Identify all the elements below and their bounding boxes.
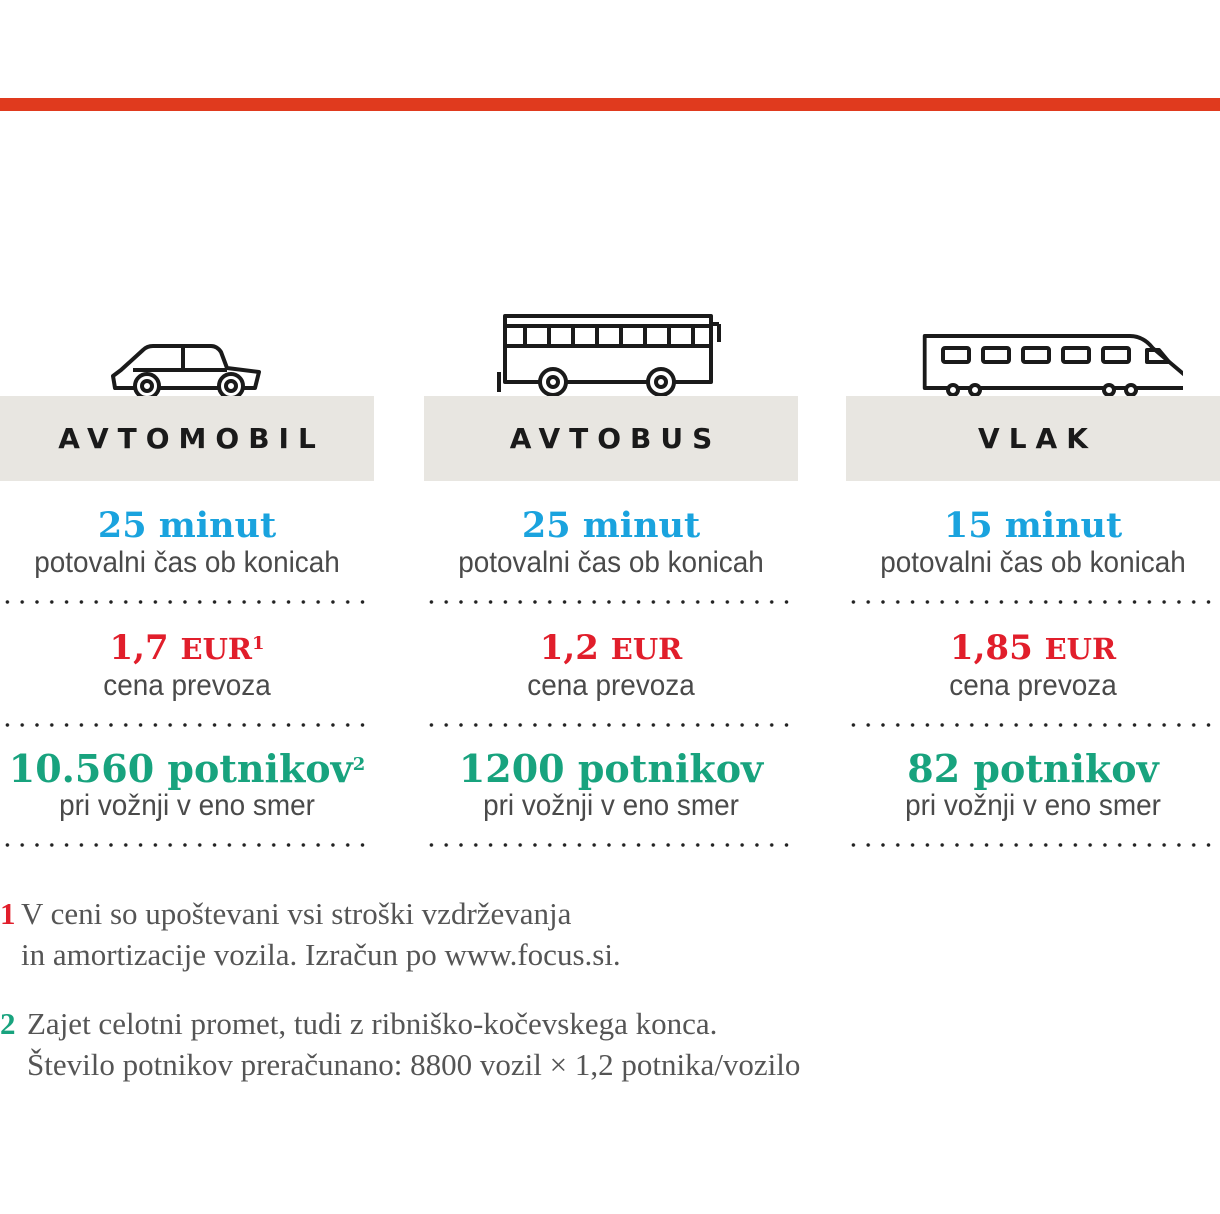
- price-value: 1,2: [539, 628, 599, 668]
- travel-time: [424, 506, 798, 580]
- passengers: [846, 746, 1220, 823]
- price-caption: cena prevoza: [949, 669, 1117, 702]
- price-currency: EUR: [180, 632, 252, 666]
- price-footnote-marker: 1: [251, 633, 265, 654]
- price-value-line: [846, 628, 1220, 669]
- passengers: [0, 746, 374, 823]
- column-vlak: [846, 300, 1220, 847]
- travel-time-value: 15 minut: [943, 505, 1123, 546]
- price-caption: cena prevoza: [527, 669, 695, 702]
- footnote-1: [0, 893, 1200, 975]
- dotted-divider: [0, 723, 374, 727]
- car-icon: [107, 332, 267, 396]
- travel-time: [846, 506, 1220, 580]
- travel-time-value: 25 minut: [97, 505, 277, 546]
- dotted-divider: [846, 723, 1220, 727]
- passengers-value-line: [0, 746, 374, 791]
- passengers-footnote-marker: 2: [352, 754, 366, 775]
- passengers: [424, 746, 798, 823]
- passengers-caption: pri vožnji v eno smer: [59, 789, 315, 822]
- price-value: 1,85: [949, 628, 1033, 668]
- travel-time-caption: potovalni čas ob konicah: [458, 546, 764, 579]
- passengers-value-line: [424, 746, 798, 791]
- footnote-line: V ceni so upoštevani vsi stroški vzdrževanja: [21, 896, 572, 931]
- price: [846, 628, 1220, 703]
- price-currency: EUR: [1044, 632, 1117, 666]
- footnote-2: [0, 1003, 1200, 1085]
- passengers-caption: pri vožnji v eno smer: [905, 789, 1161, 822]
- price-value-line: [424, 628, 798, 669]
- vehicle-label: AVTOBUS: [424, 396, 798, 481]
- footnote-line: Zajet celotni promet, tudi z ribniško-kočevskega konca.: [27, 1006, 718, 1041]
- passengers-value: 10.560 potnikov: [8, 746, 353, 791]
- column-avtomobil: [0, 300, 374, 847]
- vehicle-label: AVTOMOBIL: [0, 396, 374, 481]
- footnote-number: 1: [0, 896, 16, 931]
- train-icon: [883, 328, 1183, 396]
- passengers-caption: pri vožnji v eno smer: [483, 789, 739, 822]
- bus-icon-wrap: [424, 300, 798, 396]
- travel-time-caption: potovalni čas ob konicah: [880, 546, 1186, 579]
- dotted-divider: [846, 843, 1220, 847]
- travel-time: [0, 506, 374, 580]
- passengers-value-line: [846, 746, 1220, 791]
- train-icon-wrap: [846, 300, 1220, 396]
- top-accent-bar: [0, 98, 1220, 111]
- vehicle-label: VLAK: [846, 396, 1220, 481]
- dotted-divider: [424, 843, 798, 847]
- footnote-line: Število potnikov preračunano: 8800 vozil × 1,2 potnika/vozilo: [27, 1047, 801, 1082]
- dotted-divider: [424, 723, 798, 727]
- price: [424, 628, 798, 703]
- footnote-line: in amortizacije vozila. Izračun po www.focus.si.: [21, 937, 621, 972]
- passengers-value: 1200 potnikov: [458, 746, 764, 791]
- price-value-line: [0, 628, 374, 669]
- dotted-divider: [846, 600, 1220, 604]
- bus-icon: [497, 312, 725, 396]
- footnote-number: 2: [0, 1006, 16, 1041]
- column-avtobus: [424, 300, 798, 847]
- price: [0, 628, 374, 703]
- dotted-divider: [424, 600, 798, 604]
- passengers-value: 82 potnikov: [907, 746, 1159, 791]
- travel-time-value: 25 minut: [521, 505, 701, 546]
- dotted-divider: [0, 600, 374, 604]
- car-icon-wrap: [0, 300, 374, 396]
- price-value: 1,7: [109, 628, 169, 668]
- dotted-divider: [0, 843, 374, 847]
- price-currency: EUR: [610, 632, 683, 666]
- price-caption: cena prevoza: [103, 669, 271, 702]
- travel-time-caption: potovalni čas ob konicah: [34, 546, 340, 579]
